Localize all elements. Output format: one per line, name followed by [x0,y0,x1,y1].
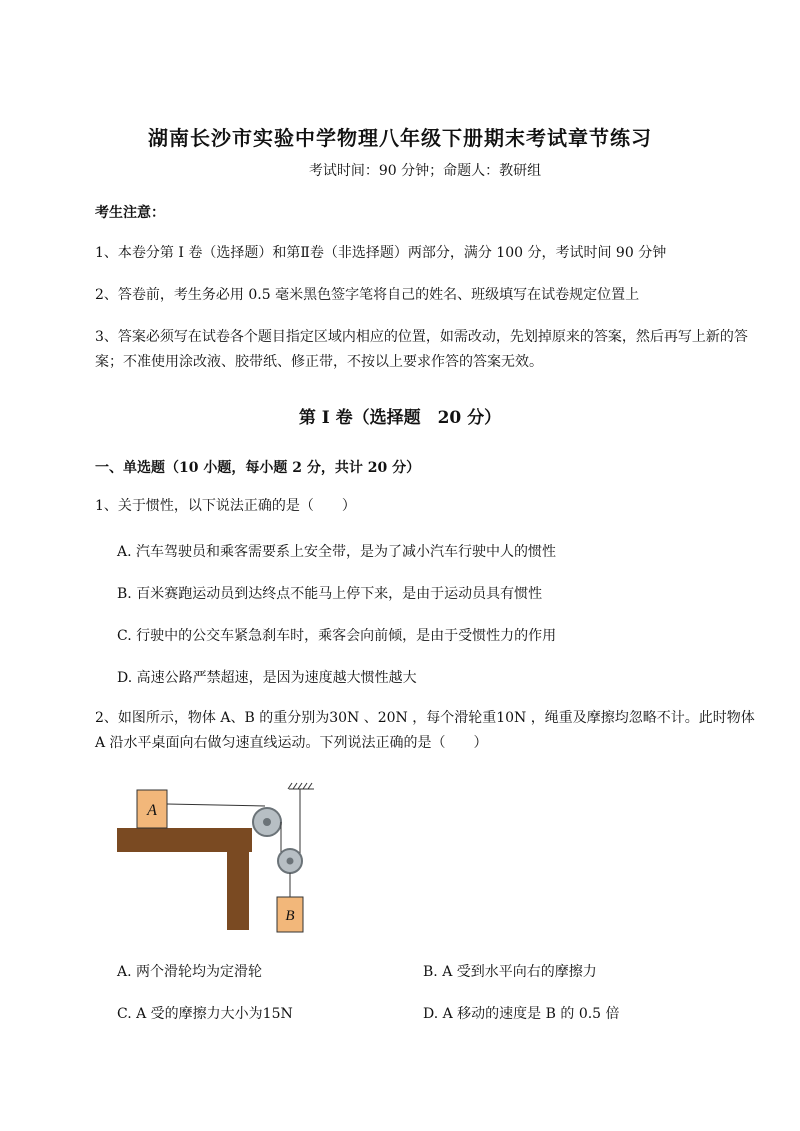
question-2-stem: 2、如图所示，物体 A、B 的重分别为30N 、20N ，每个滑轮重10N ，绳重及摩擦均忽略不计。此时物体 A 沿水平桌面向右做匀速直线运动。下列说法正确的是（ ） [95,710,755,751]
pulley-figure [117,782,327,941]
question-2-option-a: A. 两个滑轮均为定滑轮 [117,964,263,980]
question-1-option-d: D. 高速公路严禁超速，是因为速度越大惯性越大 [117,670,417,686]
ceiling-hatch [288,783,314,789]
pulley-diagram [117,782,327,937]
question-1-option-a: A. 汽车驾驶员和乘客需要系上安全带，是为了减小汽车行驶中人的惯性 [117,544,557,560]
question-2-option-d: D. A 移动的速度是 B 的 0.5 倍 [423,1006,620,1022]
block-a-label: A [147,802,157,819]
movable-pulley-hub [287,858,294,865]
section-title: 第 I 卷（选择题 20 分） [298,408,502,428]
notice-heading: 考生注意： [95,205,165,221]
page-subtitle: 考试时间：90 分钟；命题人：教研组 [308,163,542,179]
question-2-option-b: B. A 受到水平向右的摩擦力 [423,964,597,980]
question-1-stem: 1、关于惯性，以下说法正确的是（ ） [95,498,356,514]
notice-item-3: 3、答案必须写在试卷各个题目指定区域内相应的位置，如需改动，先划掉原来的答案，然后再写上新的答案；不准使用涂改液、胶带纸、修正带，不按以上要求作答的答案无效。 [95,329,748,370]
question-2-option-c: C. A 受的摩擦力大小为15N [117,1006,293,1022]
page-title: 湖南长沙市实验中学物理八年级下册期末考试章节练习 [148,126,652,150]
question-1-option-c: C. 行驶中的公交车紧急刹车时，乘客会向前倾，是由于受惯性力的作用 [117,628,557,644]
block-b-label: B [285,908,295,924]
question-1-option-b: B. 百米赛跑运动员到达终点不能马上停下来，是由于运动员具有惯性 [117,586,543,602]
rope-horizontal [167,804,265,806]
part-heading: 一、单选题（10 小题，每小题 2 分，共计 20 分） [95,460,421,476]
notice-item-1: 1、本卷分第 I 卷（选择题）和第Ⅱ卷（非选择题）两部分，满分 100 分，考试时间 90 分钟 [95,245,667,261]
fixed-pulley-hub [263,818,271,826]
table-top [117,828,252,852]
table-leg [227,852,249,930]
notice-item-2: 2、答卷前，考生务必用 0.5 毫米黑色签字笔将自己的姓名、班级填写在试卷规定位置上 [95,287,640,303]
